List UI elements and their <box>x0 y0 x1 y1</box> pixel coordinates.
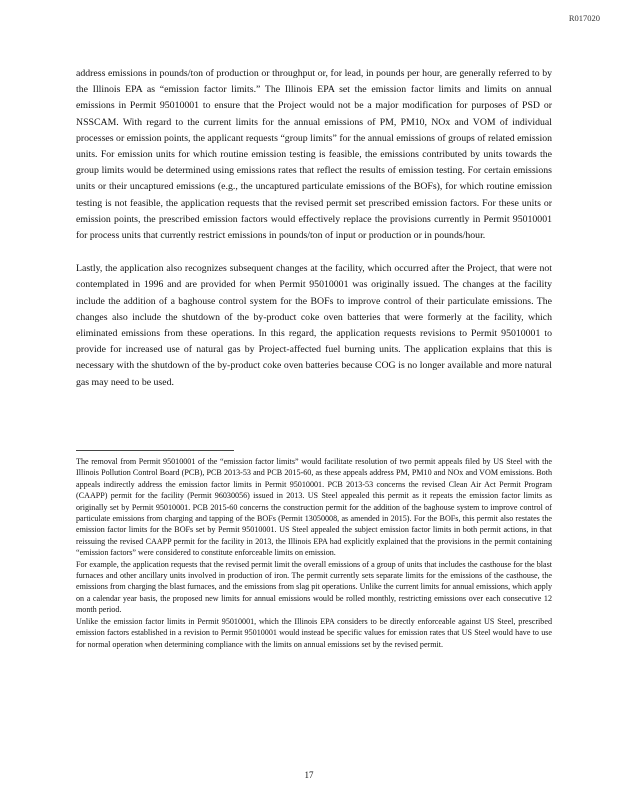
body-paragraph-1: address emissions in pounds/ton of production or throughput or, for lead, in pounds per hour, are generally referred to by the Illinois EPA as “emission factor limits.” The Illinois EPA set the emission factor limits and limits on annual emissions in Permit 95010001 to ensure that the Project would not be a major modification for purposes of PSD or NSSCAM. With regard to the current limits for the annual emissions of PM, PM10, NOx and VOM of individual processes or emission points, the applicant requests “group limits” for the annual emissions of groups of related emission units. For emission units for which routine emission testing is feasible, the emissions contributed by units towards the group limits would be determined using emissions rates that reflect the results of emission testing. For certain emissions units or their uncaptured emissions (e.g., the uncaptured particulate emissions of the BOFs), for which routine emission testing is not feasible, the application requests that the revised permit set prescribed emission factors. For these units or emission points, the prescribed emission factors would effectively replace the provisions currently in Permit 95010001 for process units that currently restrict emissions in pounds/ton of input or production or in pounds/hour. <box>76 68 552 242</box>
page-number: 17 <box>304 770 314 780</box>
footnotes <box>76 456 552 650</box>
footnote-3: Unlike the emission factor limits in Permit 95010001, which the Illinois EPA considers to be directly enforceable against US Steel, prescribed emission factors established in a revision to Permit 95010001 would instead be specific values for emission rates that US Steel would have to use for normal operation when determining compliance with the limits on annual emissions set by the revised permit. <box>76 616 552 649</box>
footnote-2: For example, the application requests that the revised permit limit the overall emissions of a group of units that includes the casthouse for the blast furnaces and other ancillary units involved in production of iron. The permit currently sets separate limits for the emissions of the casthouse, the emissions from charging the blast furnaces, and the emissions from slag pit operations. Unlike the current limits for annual emissions, which apply on a calendar year basis, the proposed new limits for annual emissions would be rolled monthly, restricting emissions over each consecutive 12 month period. <box>76 559 552 615</box>
body-text <box>76 66 552 408</box>
footnote-separator <box>76 450 234 451</box>
document-id: R017020 <box>568 13 600 23</box>
body-paragraph-2: Lastly, the application also recognizes subsequent changes at the facility, which occurred after the Project, that were not contemplated in 1996 and are provided for when Permit 95010001 was originally issued. The changes at the facility include the addition of a baghouse control system for the BOFs to improve control of their particulate emissions. The changes also include the shutdown of the by-product coke oven batteries that were formerly at the facility, which eliminated emissions from these operations. In this regard, the application requests revisions to Permit 95010001 to provide for increased use of natural gas by Project-affected fuel burning units. The application explains that this is necessary with the shutdown of the by-product coke oven batteries because COG is no longer available and more natural gas may need to be used. <box>76 263 552 388</box>
footnote-1: The removal from Permit 95010001 of the “emission factor limits” would facilitate resolution of two permit appeals filed by US Steel with the Illinois Pollution Control Board (PCB), PCB 2013-53 and PCB 2015-60, as these appeals address PM, PM10 and NOx and VOM emissions. Both appeals indirectly address the emission factor limits in Permit 95010001. PCB 2013-53 concerns the revised Clean Air Act Permit Program (CAAPP) permit for the facility (Permit 96030056) issued in 2013. US Steel appealed this permit as it repeats the emission factor limits as originally set by Permit 95010001. PCB 2015-60 concerns the construction permit for the addition of the baghouse system to improve control of particulate emissions from charging and tapping of the BOFs (Permit 13050008, as amended in 2015). For the BOFs, this permit also restates the emission factor limits for the BOFs set by Permit 95010001. US Steel appealed the subject emission factor limits in both permit actions, in that reissuing the revised CAAPP permit for the facility in 2013, the Illinois EPA had explicitly explained that the provisions in the permit containing “emission factors” were considered to constitute enforceable limits on emission. <box>76 457 552 558</box>
